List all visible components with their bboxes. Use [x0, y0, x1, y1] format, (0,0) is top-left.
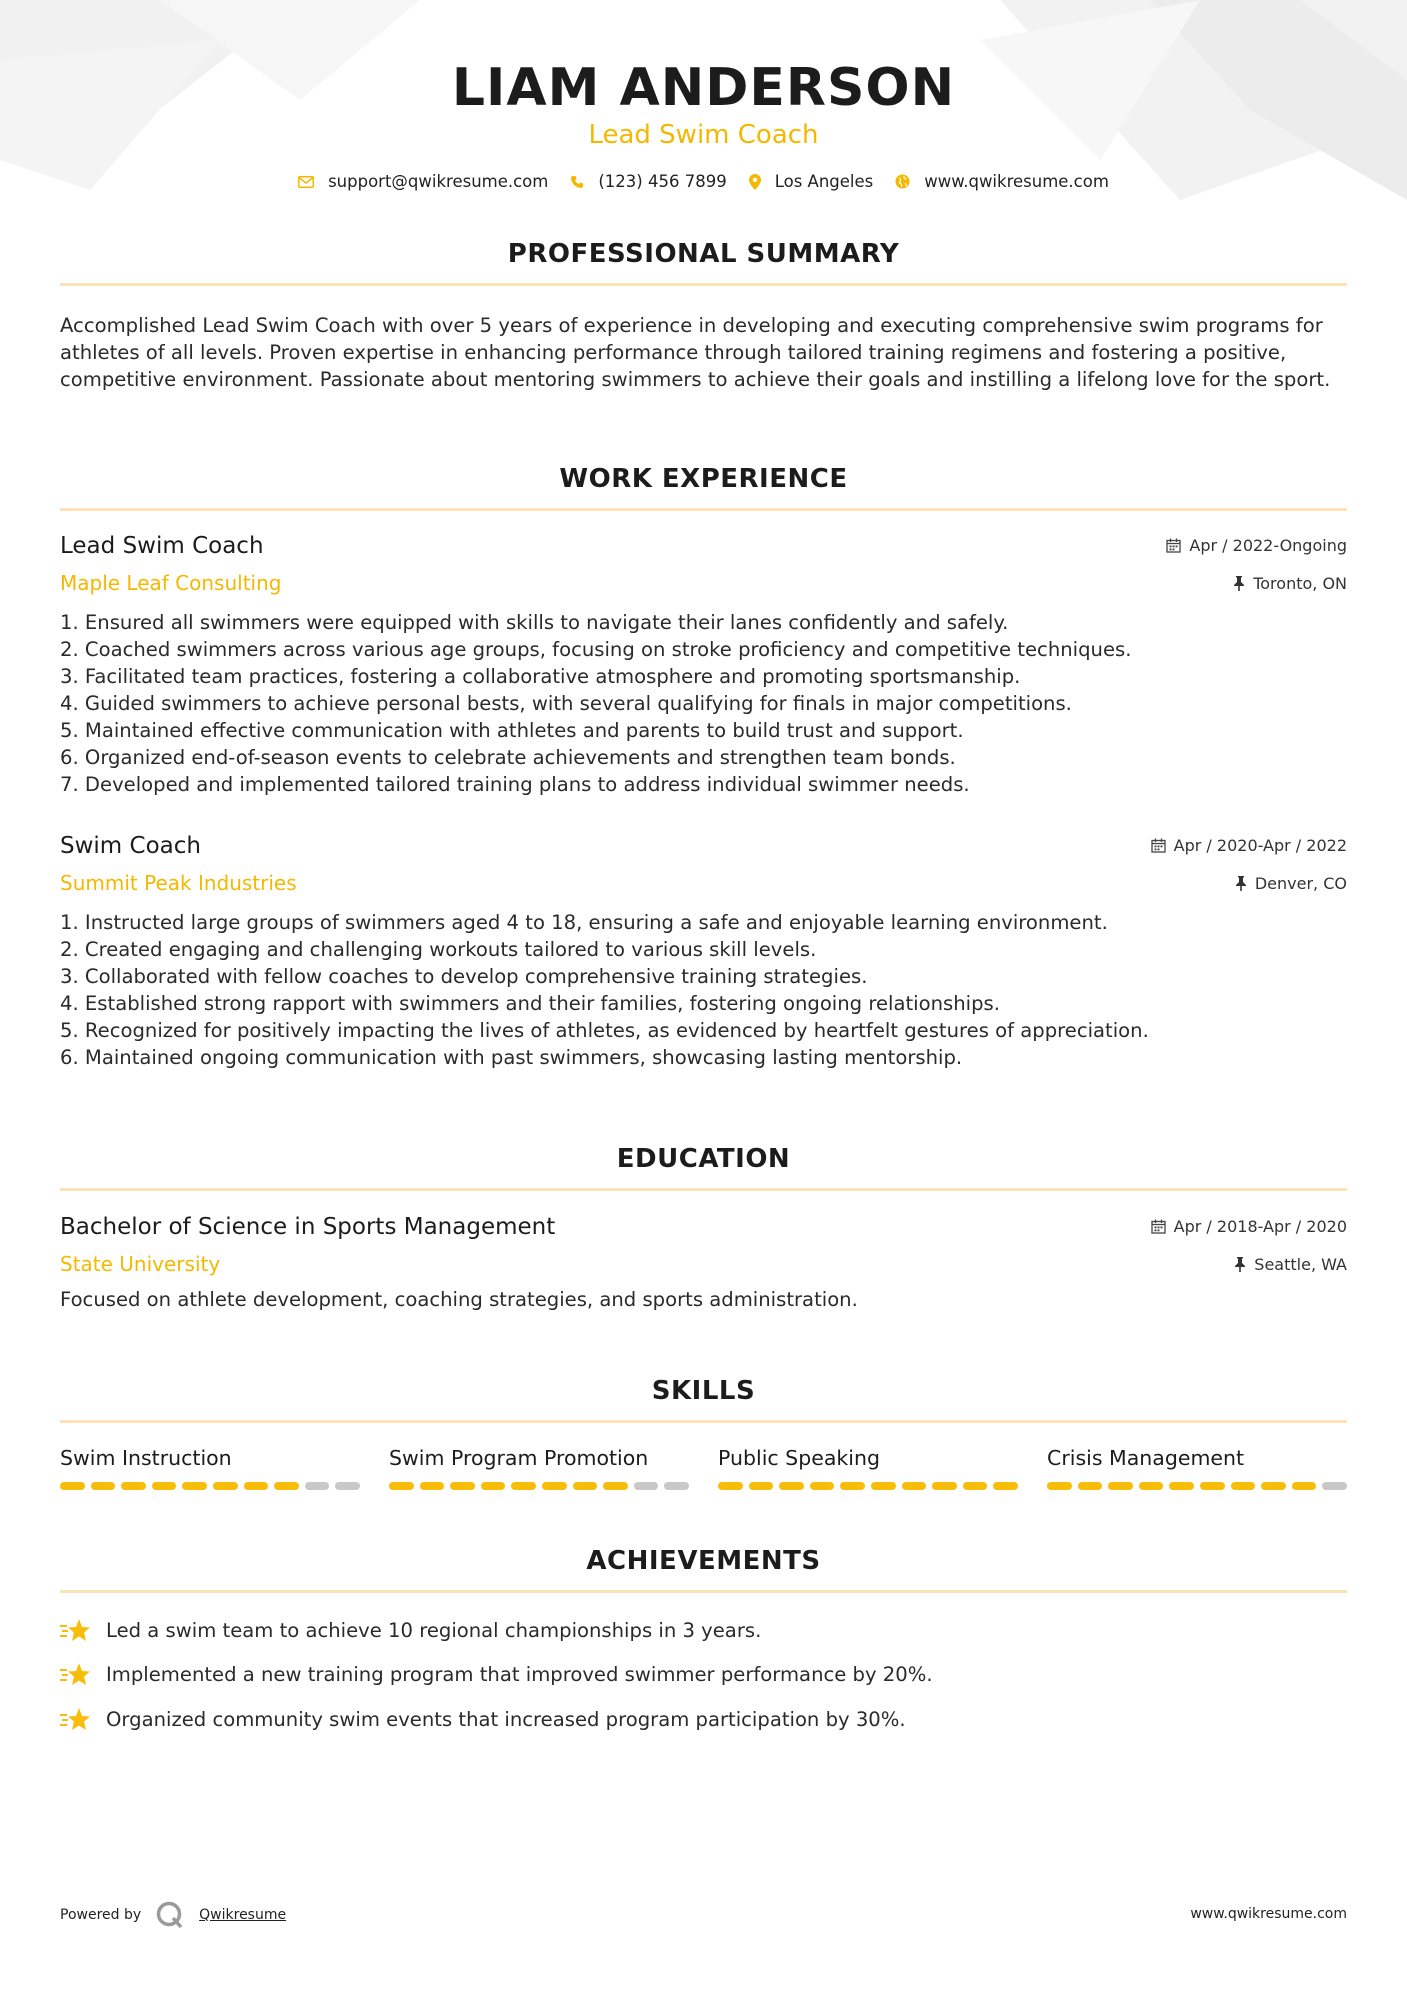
skill-level-segment — [573, 1482, 598, 1490]
contact-email[interactable] — [298, 172, 548, 191]
skill-level-segment — [1047, 1482, 1072, 1490]
candidate-name: LIAM ANDERSON — [451, 58, 956, 118]
company-name: Summit Peak Industries — [60, 871, 297, 895]
pushpin-icon — [1233, 576, 1245, 591]
job-bullet: 2. Created engaging and challenging workouts tailored to various skill levels. — [60, 938, 817, 961]
skill-level-segment — [335, 1482, 360, 1490]
contact-website[interactable] — [895, 172, 1109, 191]
job-location — [1233, 574, 1347, 593]
job-bullet: 3. Collaborated with fellow coaches to develop comprehensive training strategies. — [60, 965, 868, 988]
summary-heading: PROFESSIONAL SUMMARY — [507, 239, 900, 269]
job-entry — [60, 533, 1347, 798]
job-bullet: 7. Developed and implemented tailored training plans to address individual swimmer needs. — [60, 773, 970, 796]
job-bullet: 4. Guided swimmers to achieve personal bests, with several qualifying for finals in major competitions. — [60, 692, 1072, 715]
job-title: Lead Swim Coach — [60, 533, 264, 559]
envelope-icon — [298, 176, 314, 188]
calendar-icon — [1151, 838, 1166, 853]
skill-item — [1047, 1446, 1347, 1490]
job-bullets — [60, 909, 1347, 1071]
job-location-text: Toronto, ON — [1253, 573, 1347, 593]
skill-level-segment — [274, 1482, 299, 1490]
skill-level-segment — [542, 1482, 567, 1490]
skill-level-segment — [511, 1482, 536, 1490]
skill-level-segment — [1261, 1482, 1286, 1490]
skill-level-segment — [1200, 1482, 1225, 1490]
job-bullet: 5. Maintained effective communication with athletes and parents to build trust and support. — [60, 719, 964, 742]
skill-level-segment — [1078, 1482, 1103, 1490]
calendar-icon — [1151, 1219, 1166, 1234]
skills-heading: SKILLS — [651, 1376, 756, 1406]
skill-level-segment — [840, 1482, 865, 1490]
skill-level-segment — [779, 1482, 804, 1490]
skills-divider — [60, 1420, 1347, 1423]
achievement-item — [60, 1617, 1347, 1643]
education-divider — [60, 1188, 1347, 1191]
footer-website[interactable]: www.qwikresume.com — [1190, 1906, 1347, 1922]
job-bullet: 1. Instructed large groups of swimmers aged 4 to 18, ensuring a safe and enjoyable learning environment. — [60, 911, 1108, 934]
skill-level-segment — [634, 1482, 659, 1490]
star-icon — [60, 1661, 90, 1687]
job-bullet: 3. Facilitated team practices, fostering a collaborative atmosphere and promoting sportsmanship. — [60, 665, 1021, 688]
education-dates — [1151, 1217, 1347, 1236]
achievement-item — [60, 1706, 1347, 1732]
achievement-text: Led a swim team to achieve 10 regional championships in 3 years. — [106, 1618, 762, 1642]
skill-level-segment — [389, 1482, 414, 1490]
skill-level-bar — [60, 1482, 360, 1490]
skill-level-segment — [810, 1482, 835, 1490]
achievement-text: Organized community swim events that increased program participation by 30%. — [106, 1707, 906, 1731]
pushpin-icon — [1234, 1257, 1246, 1272]
summary-divider — [60, 283, 1347, 286]
skill-item — [60, 1446, 360, 1490]
education-description: Focused on athlete development, coaching strategies, and sports administration. — [60, 1288, 858, 1311]
contact-phone[interactable] — [570, 172, 726, 191]
job-dates — [1151, 836, 1347, 855]
skill-name: Public Speaking — [718, 1446, 880, 1470]
skill-level-segment — [1108, 1482, 1133, 1490]
skill-level-segment — [182, 1482, 207, 1490]
company-name: Maple Leaf Consulting — [60, 571, 282, 595]
star-icon — [60, 1617, 90, 1643]
skill-level-segment — [1231, 1482, 1256, 1490]
phone-text: (123) 456 7899 — [598, 172, 727, 191]
skill-level-bar — [718, 1482, 1018, 1490]
achievements-heading: ACHIEVEMENTS — [586, 1546, 821, 1576]
achievements-divider — [60, 1590, 1347, 1593]
job-dates-text: Apr / 2020-Apr / 2022 — [1173, 836, 1347, 855]
job-bullet: 6. Organized end-of-season events to celebrate achievements and strengthen team bonds. — [60, 746, 956, 769]
skill-level-bar — [1047, 1482, 1347, 1490]
education-dates-text: Apr / 2018-Apr / 2020 — [1173, 1217, 1347, 1236]
contact-location — [749, 172, 874, 191]
education-location — [1234, 1255, 1347, 1274]
job-title: Swim Coach — [60, 833, 201, 859]
skill-level-segment — [481, 1482, 506, 1490]
footer-powered-by — [60, 1900, 286, 1930]
candidate-role: Lead Swim Coach — [588, 120, 819, 150]
skill-level-segment — [1169, 1482, 1194, 1490]
experience-divider — [60, 508, 1347, 511]
pushpin-icon — [1235, 876, 1247, 891]
education-entry — [60, 1214, 1347, 1311]
skill-level-segment — [1322, 1482, 1347, 1490]
website-text: www.qwikresume.com — [924, 172, 1109, 191]
skill-level-segment — [450, 1482, 475, 1490]
achievement-text: Implemented a new training program that improved swimmer performance by 20%. — [106, 1662, 933, 1686]
job-location-text: Denver, CO — [1254, 873, 1347, 893]
job-dates-text: Apr / 2022-Ongoing — [1189, 536, 1347, 555]
job-location — [1235, 874, 1347, 893]
skills-list — [60, 1446, 1347, 1490]
globe-icon — [895, 174, 910, 189]
summary-text: Accomplished Lead Swim Coach with over 5 years of experience in developing and executing comprehensive swim programs for athletes of all levels. Proven expertise in enhancing performance through tailored training regimens and fostering a positive, competitive environment. Passionate about mentoring swimmers to achieve their goals and instilling a lifelong love for the sport. — [60, 314, 1331, 391]
email-text: support@qwikresume.com — [328, 172, 549, 191]
skill-name: Crisis Management — [1047, 1446, 1245, 1470]
skill-level-segment — [749, 1482, 774, 1490]
skill-level-segment — [718, 1482, 743, 1490]
qwikresume-logo-icon — [155, 1900, 185, 1930]
contact-bar — [0, 172, 1407, 191]
job-bullet: 5. Recognized for positively impacting the lives of athletes, as evidenced by heartfelt gestures of appreciation. — [60, 1019, 1149, 1042]
skill-name: Swim Program Promotion — [389, 1446, 649, 1470]
phone-icon — [570, 175, 584, 189]
job-bullet: 1. Ensured all swimmers were equipped with skills to navigate their lanes confidently and safely. — [60, 611, 1009, 634]
education-location-text: Seattle, WA — [1254, 1254, 1347, 1274]
skill-level-segment — [244, 1482, 269, 1490]
job-bullet: 4. Established strong rapport with swimmers and their families, fostering ongoing relationships. — [60, 992, 1000, 1015]
skill-level-segment — [963, 1482, 988, 1490]
skill-level-segment — [993, 1482, 1018, 1490]
skill-level-segment — [305, 1482, 330, 1490]
location-pin-icon — [749, 174, 761, 190]
brand-link[interactable]: Qwikresume — [199, 1907, 287, 1923]
degree-title: Bachelor of Science in Sports Management — [60, 1214, 556, 1240]
skill-level-segment — [213, 1482, 238, 1490]
skill-level-segment — [91, 1482, 116, 1490]
skill-level-segment — [60, 1482, 85, 1490]
job-dates — [1166, 536, 1347, 555]
job-entry — [60, 833, 1347, 1071]
skill-level-segment — [1292, 1482, 1317, 1490]
job-bullets — [60, 609, 1347, 798]
skill-level-segment — [664, 1482, 689, 1490]
skill-level-segment — [902, 1482, 927, 1490]
education-heading: EDUCATION — [616, 1144, 791, 1174]
job-bullet: 2. Coached swimmers across various age groups, focusing on stroke proficiency and competitive techniques. — [60, 638, 1132, 661]
skill-name: Swim Instruction — [60, 1446, 232, 1470]
powered-by-label: Powered by — [60, 1907, 142, 1923]
skill-level-segment — [932, 1482, 957, 1490]
skill-item — [718, 1446, 1018, 1490]
job-bullet: 6. Maintained ongoing communication with past swimmers, showcasing lasting mentorship. — [60, 1046, 963, 1069]
skill-level-segment — [603, 1482, 628, 1490]
experience-heading: WORK EXPERIENCE — [559, 464, 848, 494]
skill-level-segment — [871, 1482, 896, 1490]
skill-level-bar — [389, 1482, 689, 1490]
school-name: State University — [60, 1252, 221, 1276]
skill-item — [389, 1446, 689, 1490]
calendar-icon — [1166, 538, 1181, 553]
skill-level-segment — [420, 1482, 445, 1490]
location-text: Los Angeles — [774, 172, 874, 191]
achievement-item — [60, 1661, 1347, 1687]
skill-level-segment — [1139, 1482, 1164, 1490]
skill-level-segment — [121, 1482, 146, 1490]
star-icon — [60, 1706, 90, 1732]
skill-level-segment — [152, 1482, 177, 1490]
